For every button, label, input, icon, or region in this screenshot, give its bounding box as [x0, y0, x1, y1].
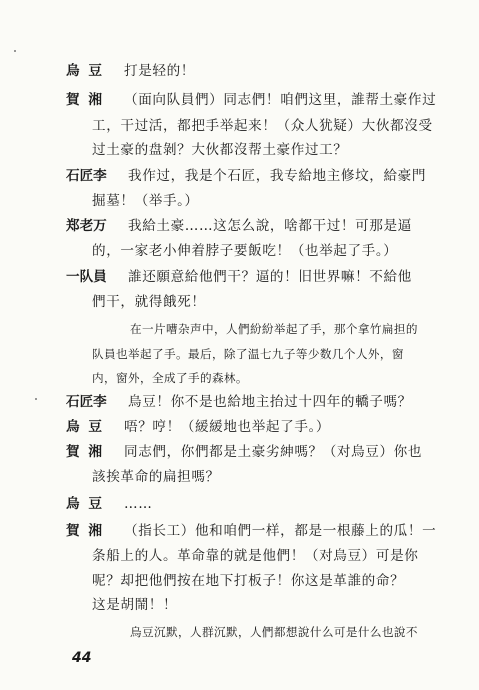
dialogue-line: [66, 167, 426, 185]
dialogue-text: 掘墓！（举手。）: [92, 193, 199, 209]
dialogue-continuation: [92, 293, 206, 311]
dialogue-text: 条船上的人。革命靠的就是他們！（对烏豆）可是你: [92, 548, 419, 564]
dialogue-line: [66, 393, 412, 411]
dialogue-line: [66, 418, 330, 436]
dialogue-line: [66, 443, 422, 461]
dialogue-text: 呢？却把他們按在地下打板子！你这是革誰的命？: [92, 573, 405, 589]
dialogue-line: [66, 91, 436, 109]
dialogue-text: 該挨革命的扁担嗎？: [92, 469, 220, 485]
dialogue-text: （面向队員們）同志們！咱們这里，誰帮土豪作过: [124, 92, 437, 108]
speaker-name: 郑老万: [66, 218, 107, 234]
page-number: 44: [72, 650, 92, 666]
speaker-name: 賀 湘: [66, 444, 104, 460]
dialogue-line: [66, 62, 195, 80]
speaker-name: 石匠李: [66, 168, 107, 184]
dialogue-continuation: [92, 547, 418, 565]
dialogue-line: [66, 268, 412, 286]
speaker-name: 烏 豆: [66, 496, 104, 512]
speaker-name: 烏 豆: [66, 419, 104, 435]
dialogue-text: 过土豪的盘剝？大伙都沒帮土豪作过工？: [92, 142, 348, 158]
stage-direction-text: 队員也举起了手。最后，除了温七九子等少数几个人外，窗: [92, 347, 404, 361]
stage-direction-text: 内，窗外，全成了手的森林。: [92, 371, 248, 385]
dialogue-text: 同志們，你們都是土豪劣紳嗎？（对烏豆）你也: [124, 444, 423, 460]
dialogue-line: [66, 495, 152, 513]
dialogue-continuation: [92, 192, 199, 210]
dialogue-continuation: [92, 596, 177, 614]
dialogue-text: 工，干过活，都把手举起来！（众人犹疑）大伙都沒受: [92, 118, 433, 134]
scan-speck: [14, 50, 16, 52]
dialogue-text: 誰还願意給他們干？逼的！旧世界嘛！不給他: [128, 269, 412, 285]
scan-speck: [35, 398, 37, 400]
dialogue-text: 我作过，我是个石匠，我专給地主修坟，給豪門: [128, 168, 427, 184]
dialogue-text: 我給土豪……这怎么說，啥都干过！可那是逼: [128, 218, 412, 234]
dialogue-line: [66, 522, 436, 540]
dialogue-text: 的，一家老小伸着脖子要飯吃！（也举起了手。）: [92, 243, 398, 259]
dialogue-continuation: [92, 468, 220, 486]
dialogue-continuation: [92, 117, 433, 135]
dialogue-text: 打是轻的！: [124, 63, 195, 79]
stage-direction-text: 烏豆沉默，人群沉默，人們都想說什么可是什么也說不: [130, 625, 418, 639]
stage-direction: [92, 370, 248, 386]
dialogue-text: 这是胡鬧！！: [92, 597, 178, 613]
dialogue-text: ……: [124, 496, 153, 512]
stage-direction-text: 在一片嘈杂声中，人們紛紛举起了手，那个拿竹扁担的: [130, 322, 418, 336]
speaker-name: 石匠李: [66, 394, 107, 410]
dialogue-continuation: [92, 572, 404, 590]
speaker-name: 賀 湘: [66, 523, 104, 539]
stage-direction: [92, 346, 404, 362]
speaker-name: 一队員: [66, 269, 107, 285]
dialogue-continuation: [92, 141, 348, 159]
speaker-name: 烏 豆: [66, 63, 104, 79]
dialogue-continuation: [92, 242, 397, 260]
stage-direction: [130, 624, 418, 640]
dialogue-text: 們干，就得餓死！: [92, 294, 206, 310]
dialogue-line: [66, 217, 412, 235]
dialogue-text: 唔？哼！（緩緩地也举起了手。）: [124, 419, 331, 435]
dialogue-text: 烏豆！你不是也給地主抬过十四年的轎子嗎？: [128, 394, 412, 410]
speaker-name: 賀 湘: [66, 92, 104, 108]
stage-direction: [130, 321, 418, 337]
dialogue-text: （指长工）他和咱們一样，都是一根藤上的瓜！一: [124, 523, 437, 539]
